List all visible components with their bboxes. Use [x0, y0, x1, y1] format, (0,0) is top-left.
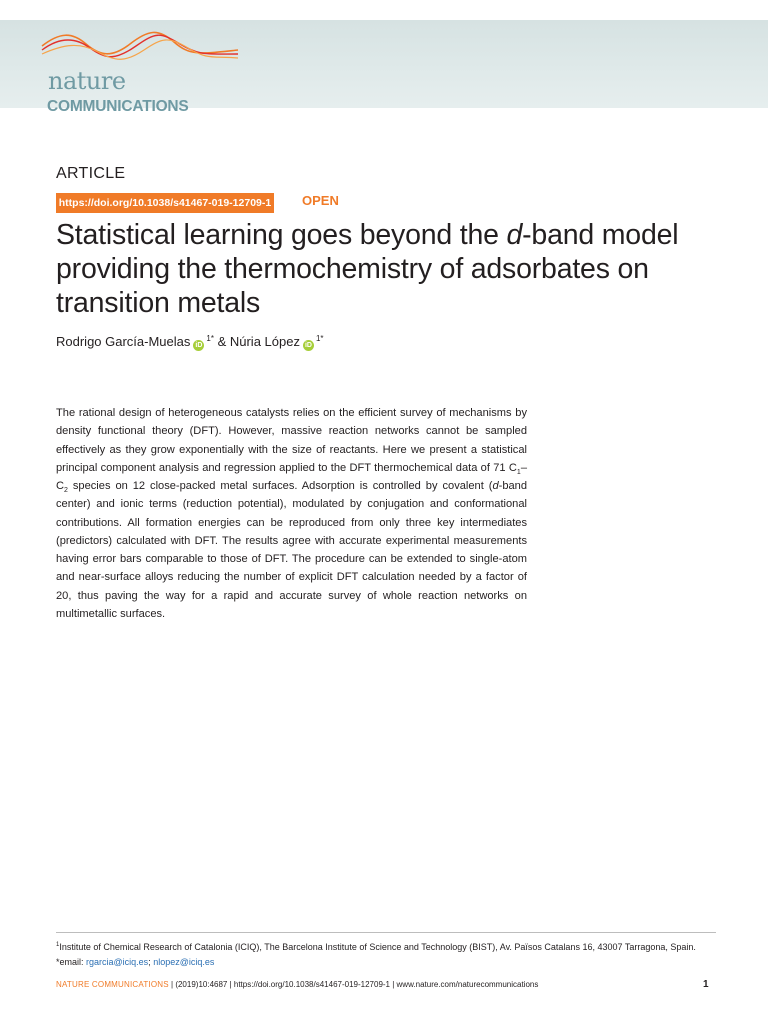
abstract-italic-d: d — [492, 480, 499, 492]
author-name-2[interactable]: Núria López — [229, 334, 300, 349]
page-number: 1 — [703, 979, 709, 990]
title-part-2: -band model providing the thermochemistry of adsorbates on transition metals — [56, 219, 679, 319]
email-link-1[interactable]: rgarcia@iciq.es — [86, 957, 149, 967]
author-affiliation-sup-1: 1* — [206, 334, 214, 343]
affiliation-text: Institute of Chemical Research of Catalonia (ICIQ), The Barcelona Institute of Science and Technology (BIST), Av. Països Catalans 16, 43007 Tarragona, Spain. *email: — [56, 942, 696, 967]
article-type-label: ARTICLE — [56, 165, 126, 182]
journal-banner — [0, 20, 768, 115]
footer-journal-name: NATURE COMMUNICATIONS — [56, 980, 169, 989]
email-link-2[interactable]: nlopez@iciq.es — [153, 957, 215, 967]
author-separator: & — [213, 334, 230, 349]
journal-logo-nature: nature — [48, 67, 126, 95]
title-italic-d: d — [506, 219, 523, 251]
doi-link[interactable]: https://doi.org/10.1038/s41467-019-12709-1 — [56, 193, 274, 213]
article-title — [56, 218, 736, 320]
open-access-label: OPEN — [302, 193, 339, 208]
author-list — [56, 334, 324, 351]
abstract-subscript-2: 2 — [64, 487, 68, 495]
affiliation-footnote — [56, 938, 716, 970]
author-affiliation-sup-2: 1* — [315, 334, 324, 343]
footnote-divider — [56, 932, 716, 933]
footer-citation: | (2019)10:4687 | https://doi.org/10.1038/s41467-019-12709-1 | www.nature.com/naturecommunications — [168, 980, 539, 989]
abstract-text-3: species on 12 close-packed metal surfaces. Adsorption is controlled by covalent ( — [67, 480, 493, 492]
page-footer — [56, 980, 716, 989]
abstract-text-2: –C — [56, 461, 527, 492]
email-separator: ; — [148, 957, 154, 967]
orcid-icon[interactable]: iD — [195, 342, 203, 349]
abstract — [56, 404, 527, 623]
orcid-icon[interactable]: iD — [304, 342, 312, 349]
journal-logo-communications: COMMUNICATIONS — [47, 98, 189, 115]
abstract-text-1: The rational design of heterogeneous catalysts relies on the efficient survey of mechanisms by density functional theory (DFT). However, massive reaction networks cannot be sampled effectively as they grow exponentially with the size of reactants. Here we present a statistical principal component analysis and regression applied to the DFT thermochemical data of 71 C — [56, 407, 527, 474]
abstract-text-4: -band center) and ionic terms (reduction potential), modulated by conjugation and conformational contributions. All formation energies can be reproduced from only three key intermediates (predictors) calculated with DFT. The results agree with accurate experimental measurements having error bars comparable to those of DFT. The procedure can be extended to single-atom and near-surface alloys reducing the number of explicit DFT calculation needed by a factor of 20, thus paving the way for a rapid and accurate survey of whole reaction networks on multimetallic surfaces. — [56, 480, 527, 620]
title-part-1: Statistical learning goes beyond the — [56, 219, 507, 251]
abstract-subscript-1: 1 — [516, 468, 521, 476]
footnote-sup: 1 — [56, 942, 60, 948]
author-name-1[interactable]: Rodrigo García-Muelas — [56, 334, 191, 349]
